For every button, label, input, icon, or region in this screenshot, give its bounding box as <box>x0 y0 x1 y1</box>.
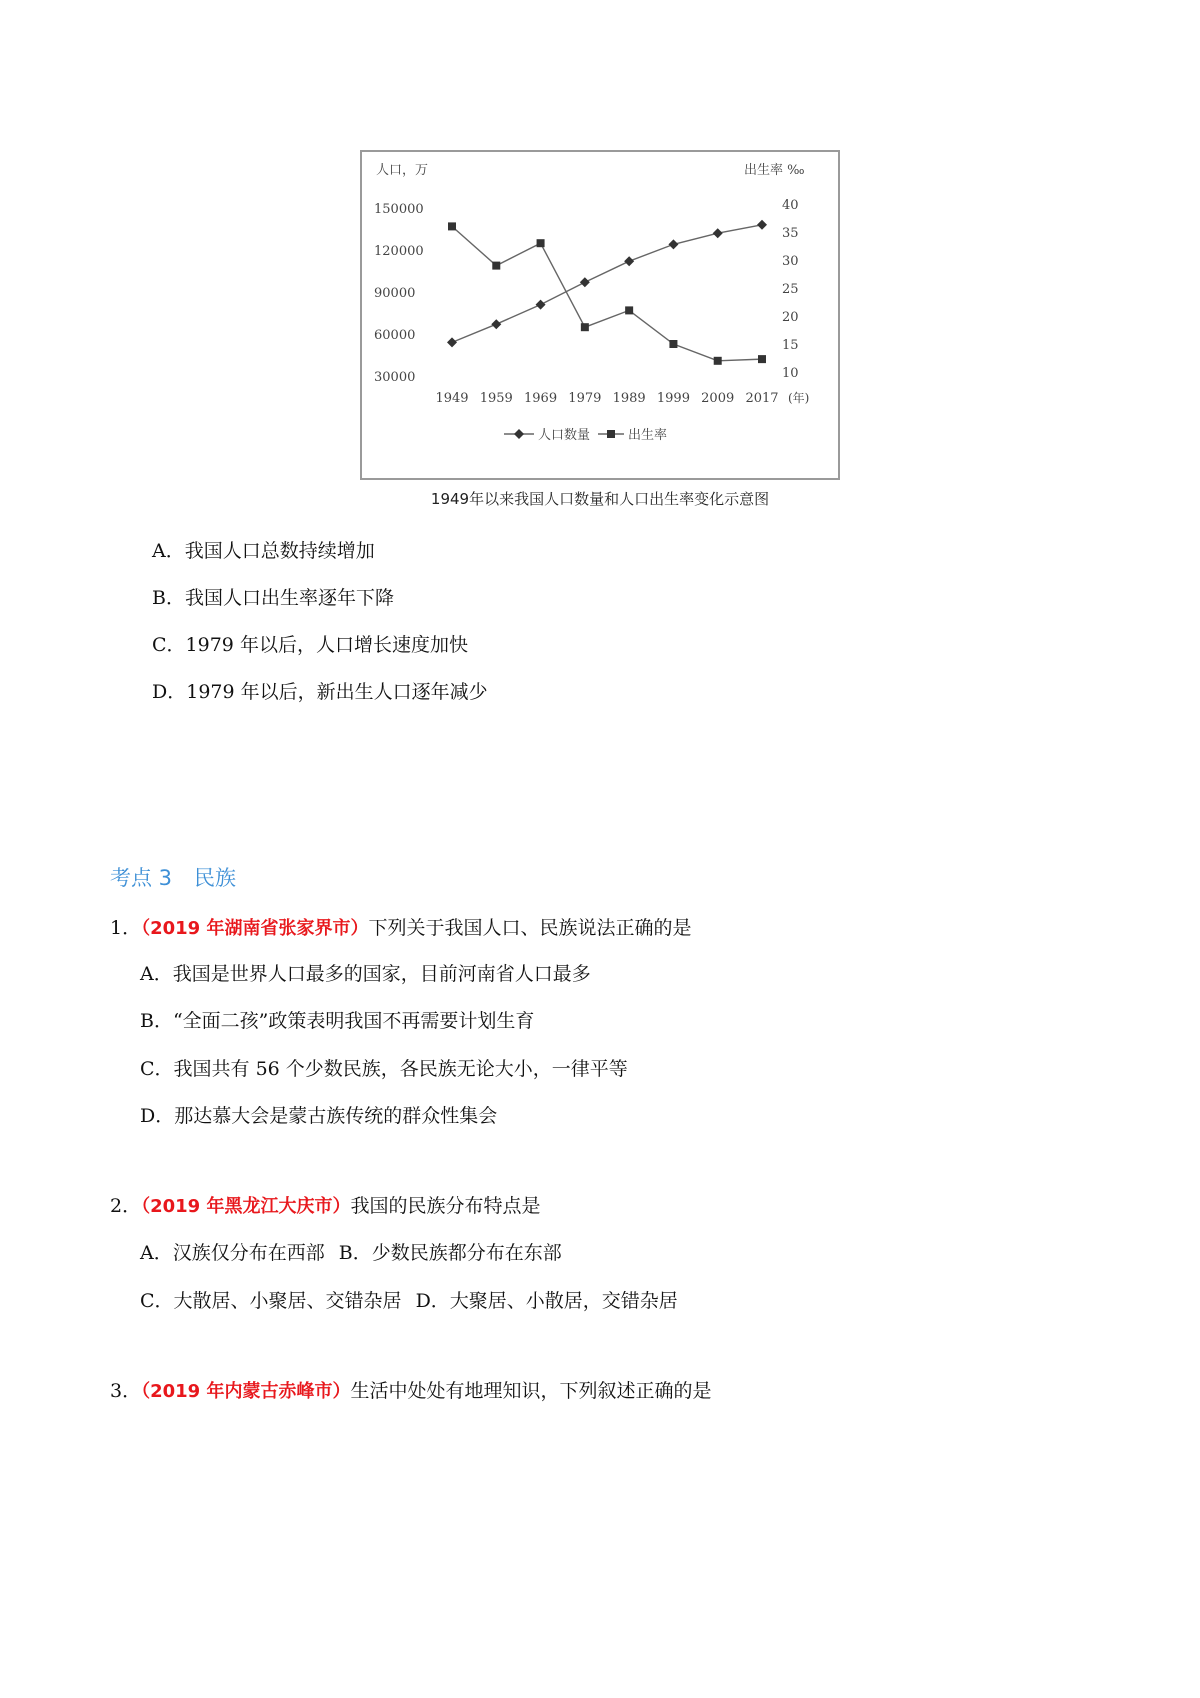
option-text: 1979 年以后，新出生人口逐年减少 <box>186 681 488 703</box>
question-text: 我国的民族分布特点是 <box>350 1195 541 1217</box>
right-tick-label: 35 <box>782 226 799 241</box>
option-letter: D． <box>152 681 187 703</box>
series-line-2 <box>452 226 762 360</box>
q1-option-c[interactable] <box>140 1056 628 1082</box>
option-text: 我国共有 56 个少数民族，各民族无论大小，一律平等 <box>173 1058 628 1080</box>
option-letter: A． <box>140 963 173 985</box>
option-letter: C． <box>152 634 186 656</box>
left-tick-label: 60000 <box>374 328 416 343</box>
right-tick-label: 30 <box>782 254 799 269</box>
question-number: 2． <box>110 1195 142 1217</box>
right-tick-label: 25 <box>782 282 799 297</box>
left-tick-label: 30000 <box>374 370 416 385</box>
option-a[interactable] <box>152 538 375 564</box>
x-tick-label: 1989 <box>612 391 646 406</box>
data-point-birthrate <box>758 355 766 363</box>
option-d[interactable] <box>152 679 488 705</box>
option-text: 汉族仅分布在西部 <box>172 1242 325 1264</box>
x-axis-unit: (年) <box>788 391 810 405</box>
question-source: （2019 年黑龙江大庆市） <box>141 1196 351 1217</box>
x-tick-label: 2017 <box>745 391 779 406</box>
x-tick-label: 1959 <box>479 391 513 406</box>
data-point-birthrate <box>537 239 545 247</box>
question-source: （2019 年湖南省张家界市） <box>141 918 369 939</box>
data-point-population <box>536 300 546 310</box>
data-point-population <box>624 256 634 266</box>
q1-option-b[interactable] <box>140 1008 534 1034</box>
question-2-stem <box>110 1193 540 1220</box>
q2-options-row-2 <box>140 1288 678 1314</box>
option-letter: B． <box>152 587 185 609</box>
data-point-population <box>668 239 678 249</box>
data-point-birthrate <box>669 340 677 348</box>
option-text: 少数民族都分布在东部 <box>371 1242 562 1264</box>
option-b[interactable] <box>152 585 394 611</box>
q2-option-a[interactable] <box>140 1242 325 1264</box>
legend-label-birthrate: 出生率 <box>628 428 668 443</box>
option-letter: B． <box>338 1242 372 1264</box>
option-text: 1979 年以后，人口增长速度加快 <box>185 634 468 656</box>
q1-option-d[interactable] <box>140 1103 497 1129</box>
x-tick-label: 1979 <box>568 391 602 406</box>
x-tick-label: 1949 <box>435 391 469 406</box>
section-heading <box>110 862 236 892</box>
data-point-population <box>580 277 590 287</box>
q2-option-c[interactable] <box>140 1290 402 1312</box>
right-tick-label: 20 <box>782 310 799 325</box>
data-point-population <box>491 319 501 329</box>
right-axis-label: 出生率 ‰ <box>744 163 805 178</box>
legend-label-population: 人口数量 <box>538 428 591 443</box>
question-source: （2019 年内蒙古赤峰市） <box>141 1381 351 1402</box>
option-letter: A． <box>140 1242 173 1264</box>
q2-option-b[interactable] <box>339 1242 562 1264</box>
option-letter: C． <box>140 1290 174 1312</box>
left-axis-label: 人口，万 <box>376 163 429 178</box>
section-number: 考点 3 <box>110 866 173 890</box>
right-tick-label: 40 <box>782 198 799 213</box>
option-text: 我国是世界人口最多的国家，目前河南省人口最多 <box>172 963 591 985</box>
population-chart <box>362 152 838 478</box>
chart-legend <box>504 427 667 443</box>
data-point-population <box>757 220 767 230</box>
left-tick-label: 120000 <box>374 244 424 259</box>
right-tick-label: 10 <box>782 366 799 381</box>
option-text: “全面二孩”政策表明我国不再需要计划生育 <box>172 1010 535 1032</box>
question-text: 生活中处处有地理知识，下列叙述正确的是 <box>350 1380 712 1402</box>
chart-caption: 1949年以来我国人口数量和人口出生率变化示意图 <box>430 490 770 508</box>
right-tick-label: 15 <box>782 338 799 353</box>
legend-marker-birthrate <box>607 430 615 438</box>
option-text: 我国人口总数持续增加 <box>184 540 375 562</box>
q2-option-d[interactable] <box>416 1290 678 1312</box>
option-text: 大聚居、小散居，交错杂居 <box>449 1290 678 1312</box>
data-point-population <box>713 228 723 238</box>
option-letter: A． <box>152 540 185 562</box>
option-letter: D． <box>415 1290 450 1312</box>
data-point-birthrate <box>448 222 456 230</box>
option-text: 那达慕大会是蒙古族传统的群众性集会 <box>174 1105 498 1127</box>
question-text: 下列关于我国人口、民族说法正确的是 <box>368 917 692 939</box>
option-letter: C． <box>140 1058 174 1080</box>
question-3-stem <box>110 1378 711 1405</box>
q1-option-a[interactable] <box>140 961 591 987</box>
data-point-birthrate <box>581 323 589 331</box>
option-text: 大散居、小聚居、交错杂居 <box>173 1290 402 1312</box>
section-title: 民族 <box>194 866 237 890</box>
data-point-birthrate <box>492 262 500 270</box>
data-point-birthrate <box>714 357 722 365</box>
question-number: 3． <box>110 1380 142 1402</box>
legend-marker-population <box>514 429 524 439</box>
question-1-stem <box>110 915 691 942</box>
option-letter: B． <box>140 1010 173 1032</box>
q2-options-row-1 <box>140 1240 562 1266</box>
x-tick-label: 1969 <box>524 391 558 406</box>
population-chart-figure <box>360 150 840 480</box>
data-point-population <box>447 337 457 347</box>
option-letter: D． <box>140 1105 175 1127</box>
option-text: 我国人口出生率逐年下降 <box>184 587 394 609</box>
x-tick-label: 2009 <box>701 391 735 406</box>
left-tick-label: 90000 <box>374 286 416 301</box>
option-c[interactable] <box>152 632 468 658</box>
x-tick-label: 1999 <box>656 391 690 406</box>
left-tick-label: 150000 <box>374 202 424 217</box>
question-number: 1． <box>110 917 142 939</box>
data-point-birthrate <box>625 306 633 314</box>
